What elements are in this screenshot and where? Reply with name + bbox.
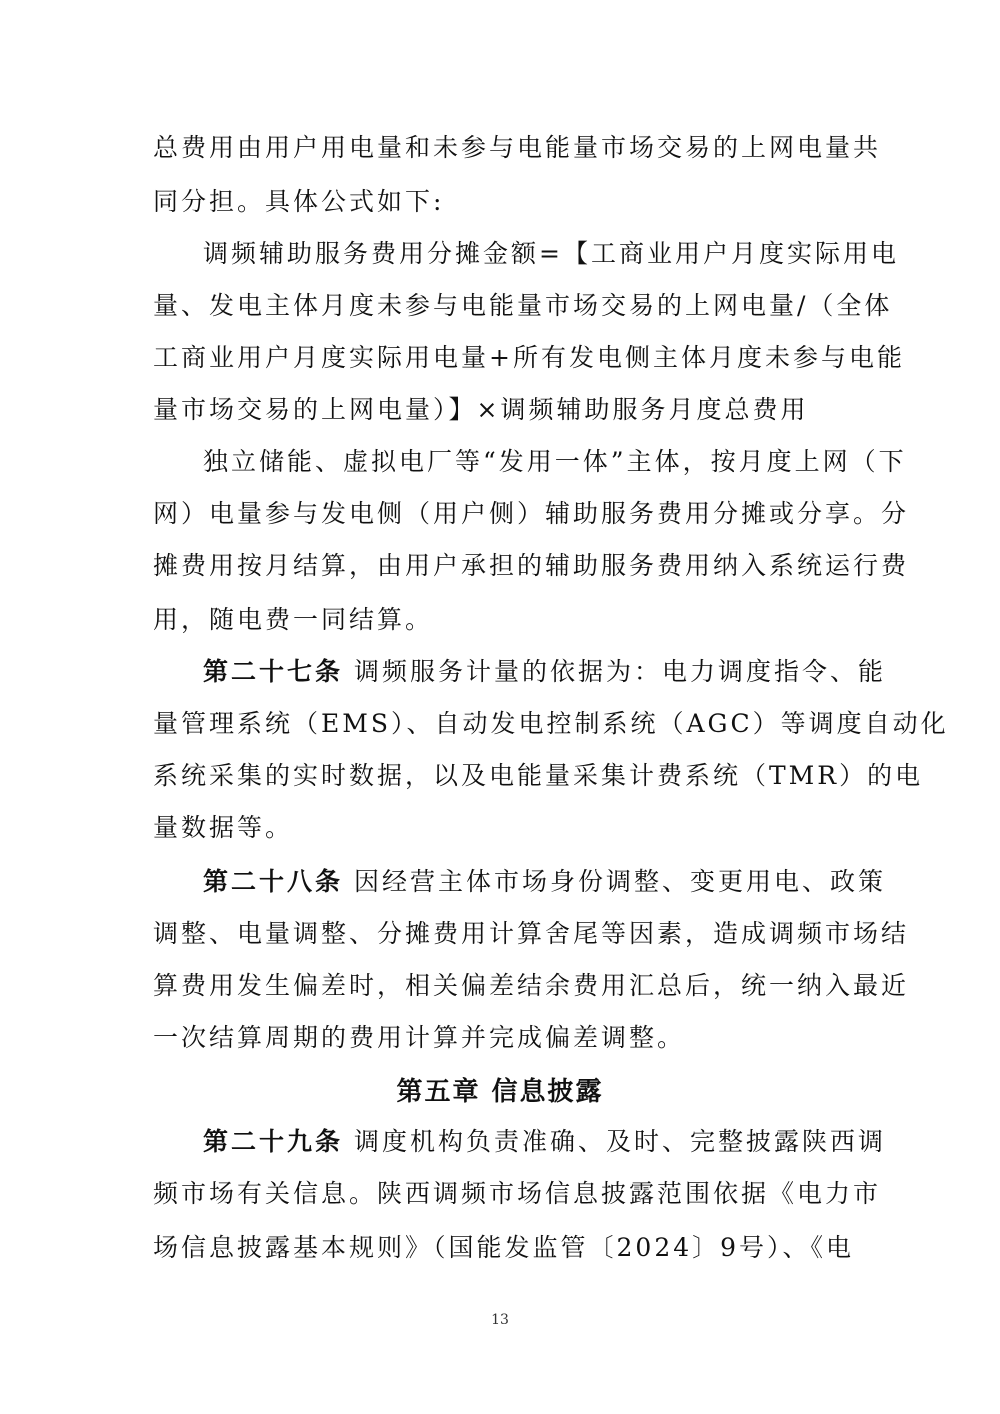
article-28-line: 算费用发生偏差时，相关偏差结余费用汇总后，统一纳入最近 [153, 971, 910, 1000]
paragraph-line: 总费用由用户用电量和未参与电能量市场交易的上网电量共 [153, 133, 882, 162]
article-28-first-line [203, 866, 886, 898]
article-27-text: 调频服务计量的依据为：电力调度指令、能 [353, 657, 886, 686]
article-28-line: 一次结算周期的费用计算并完成偏差调整。 [153, 1023, 686, 1052]
article-27-first-line [203, 656, 886, 688]
article-27-line: 量数据等。 [153, 813, 294, 842]
formula-line: 量、发电主体月度未参与电能量市场交易的上网电量/（全体 [153, 291, 893, 320]
formula-line: 工商业用户月度实际用电量+所有发电侧主体月度未参与电能 [153, 343, 905, 372]
article-28-line: 调整、电量调整、分摊费用计算舍尾等因素，造成调频市场结 [153, 919, 910, 948]
article-27-line: 量管理系统（EMS）、自动发电控制系统（AGC）等调度自动化 [153, 709, 949, 738]
formula-line: 调频辅助服务费用分摊金额=【工商业用户月度实际用电 [203, 239, 899, 268]
chapter-title: 第五章 信息披露 [396, 1077, 604, 1107]
article-28-heading: 第二十八条 [203, 867, 344, 896]
article-29-first-line [203, 1126, 886, 1158]
article-27-heading: 第二十七条 [203, 657, 344, 686]
article-29-text: 调度机构负责准确、及时、完整披露陕西调 [353, 1127, 886, 1156]
article-27-line: 系统采集的实时数据，以及电能量采集计费系统（TMR）的电 [153, 761, 924, 790]
article-29-line: 频市场有关信息。陕西调频市场信息披露范围依据《电力市 [153, 1179, 882, 1208]
article-28-text: 因经营主体市场身份调整、变更用电、政策 [353, 867, 886, 896]
paragraph-line: 摊费用按月结算，由用户承担的辅助服务费用纳入系统运行费 [153, 551, 910, 580]
article-29-heading: 第二十九条 [203, 1127, 344, 1156]
article-29-line: 场信息披露基本规则》（国能发监管〔2024〕9号）、《电 [153, 1233, 855, 1262]
paragraph-line: 网）电量参与发电侧（用户侧）辅助服务费用分摊或分享。分 [153, 499, 910, 528]
page-number: 13 [491, 1312, 509, 1328]
paragraph-line: 独立储能、虚拟电厂等“发用一体”主体，按月度上网（下 [203, 447, 907, 476]
paragraph-line: 同分担。具体公式如下: [153, 187, 445, 216]
formula-line: 量市场交易的上网电量）】×调频辅助服务月度总费用 [153, 395, 809, 424]
paragraph-line: 用，随电费一同结算。 [153, 605, 434, 634]
